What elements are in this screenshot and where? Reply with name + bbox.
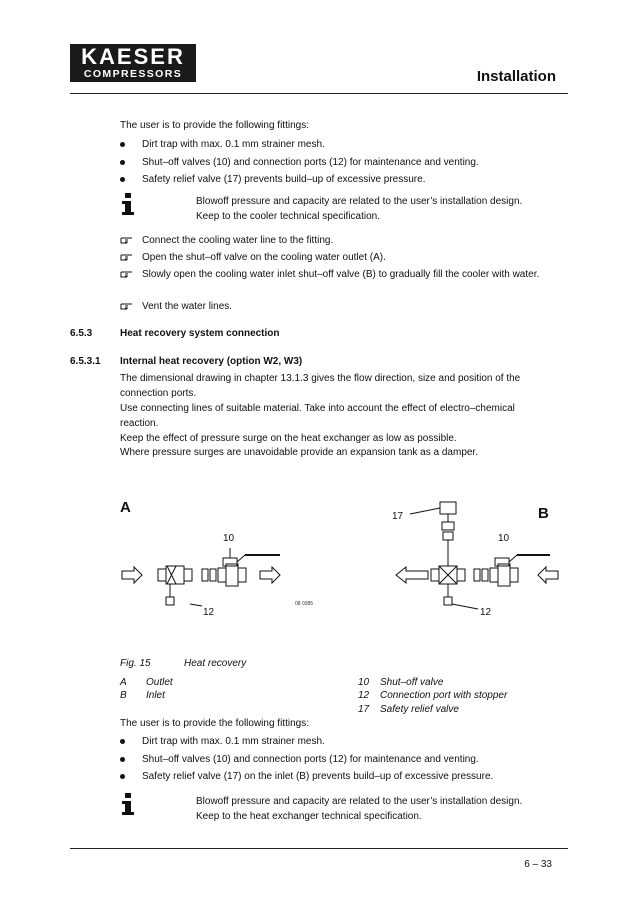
- legend-text: Safety relief valve: [380, 704, 459, 715]
- outro-note-line2: Keep to the heat exchanger technical specification.: [196, 811, 422, 822]
- inlet-assembly: [396, 502, 558, 609]
- intro-note-line1: Blowoff pressure and capacity are related to the user’s installation design.: [196, 196, 523, 207]
- subsection-para1: The dimensional drawing in chapter 13.1.3 gives the flow direction, size and position of the connection ports.: [120, 373, 521, 399]
- callout-17: 17: [392, 511, 404, 522]
- subsection-para3-line2: Where pressure surges are unavoidable provide an expansion tank as a damper.: [120, 447, 478, 458]
- step-text: Connect the cooling water line to the fitting.: [142, 235, 334, 246]
- intro-bullet-text: Dirt trap with max. 0.1 mm strainer mesh.: [142, 139, 325, 150]
- legend-text: Connection port with stopper: [380, 690, 508, 701]
- subsection-para3-line1: Keep the effect of pressure surge on the heat exchanger as low as possible.: [120, 433, 457, 444]
- kaeser-logo: [70, 44, 196, 82]
- legend-key: 17: [358, 704, 370, 715]
- step-text: Slowly open the cooling water inlet shut–off valve (B) to gradually fill the cooler with water.: [142, 269, 540, 280]
- bullet-dot-icon: [120, 177, 125, 182]
- outro-bullet-text: Safety relief valve (17) on the inlet (B) prevents build–up of excessive pressure.: [142, 771, 494, 782]
- arrow-icon: [538, 567, 558, 583]
- figure-caption-number: Fig. 15: [120, 658, 151, 669]
- outro-bullet-text: Shut–off valves (10) and connection ports (12) for maintenance and venting.: [142, 754, 479, 765]
- section-number: 6.5.3: [70, 328, 93, 339]
- subsection-para2: Use connecting lines of suitable material. Take into account the effect of electro–chemical reaction.: [120, 403, 515, 429]
- legend-text: Outlet: [146, 677, 173, 688]
- callout-10-left: 10: [223, 533, 235, 544]
- callout-12-left: 12: [203, 607, 215, 618]
- legend-key: 12: [358, 690, 370, 701]
- bullet-dot-icon: [120, 160, 125, 165]
- legend-text: Inlet: [146, 690, 165, 701]
- logo-line2: COMPRESSORS: [83, 68, 183, 80]
- step-text: Vent the water lines.: [142, 301, 233, 312]
- legend-text: Shut–off valve: [380, 677, 444, 688]
- legend-key: A: [120, 677, 127, 688]
- drawing-code: 08 0385: [295, 601, 314, 607]
- bullet-dot-icon: [120, 774, 125, 779]
- subsection-title: Internal heat recovery (option W2, W3): [120, 356, 303, 367]
- figure-caption-text: Heat recovery: [184, 658, 247, 669]
- bullet-dot-icon: [120, 142, 125, 147]
- legend-key: B: [120, 690, 127, 701]
- outro-lead: The user is to provide the following fittings:: [120, 718, 309, 729]
- outro-note-line1: Blowoff pressure and capacity are related to the user’s installation design.: [196, 796, 523, 807]
- step-text: Open the shut–off valve on the cooling water outlet (A).: [142, 252, 386, 263]
- footer-divider: [70, 848, 568, 849]
- outro-bullet-text: Dirt trap with max. 0.1 mm strainer mesh.: [142, 736, 325, 747]
- page-number: 6 – 33: [524, 859, 552, 870]
- intro-note-line2: Keep to the cooler technical specification.: [196, 211, 380, 222]
- hand-pointer-icon: [120, 269, 134, 279]
- logo-line1: KAESER: [81, 44, 185, 69]
- callout-10-right: 10: [498, 533, 510, 544]
- label-a: A: [120, 499, 131, 516]
- label-b: B: [538, 505, 549, 522]
- intro-bullet-text: Shut–off valves (10) and connection ports (12) for maintenance and venting.: [142, 157, 479, 168]
- bullet-dot-icon: [120, 757, 125, 762]
- intro-lead: The user is to provide the following fittings:: [120, 120, 309, 131]
- info-icon: [120, 793, 136, 817]
- hand-pointer-icon: [120, 252, 134, 262]
- arrow-icon: [122, 567, 142, 583]
- arrow-icon: [396, 567, 428, 583]
- info-icon: [120, 193, 136, 217]
- section-title: Heat recovery system connection: [120, 328, 280, 339]
- hand-pointer-icon: [120, 301, 134, 311]
- hand-pointer-icon: [120, 235, 134, 245]
- legend-key: 10: [358, 677, 370, 688]
- callout-12-right: 12: [480, 607, 492, 618]
- header-divider: [70, 93, 568, 94]
- heat-recovery-diagram: [110, 492, 560, 622]
- page-title: Installation: [476, 68, 556, 85]
- arrow-icon: [260, 567, 280, 583]
- outlet-assembly: [122, 548, 280, 606]
- bullet-dot-icon: [120, 739, 125, 744]
- intro-bullet-text: Safety relief valve (17) prevents build–up of excessive pressure.: [142, 174, 426, 185]
- subsection-number: 6.5.3.1: [70, 356, 101, 367]
